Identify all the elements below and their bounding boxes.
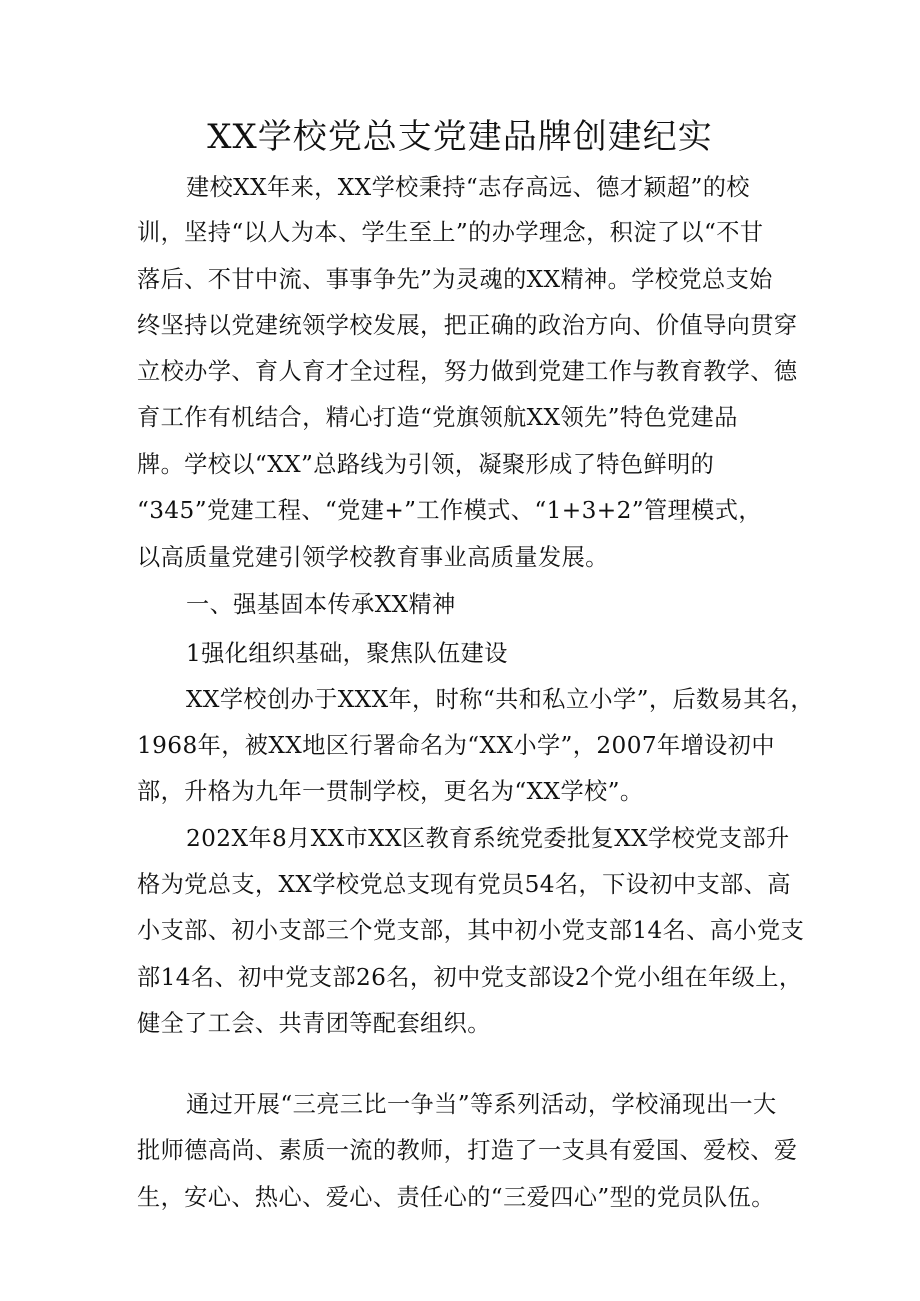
paragraph-line: 通过开展“三亮三比一争当”等系列活动，学校涌现出一大 (186, 1091, 777, 1118)
paragraph-line: 格为党总支，XX学校党总支现有党员54名，下设初中支部、高 (137, 871, 791, 898)
paragraph-line: 202X年8月XX市XX区教育系统党委批复XX学校党支部升 (186, 825, 790, 852)
paragraph-line: “345”党建工程、“党建+”工作模式、“1+3+2”管理模式， (137, 497, 762, 524)
paragraph-line: 以高质量党建引领学校教育事业高质量发展。 (137, 544, 609, 571)
paragraph-line: 生，安心、热心、爱心、责任心的“三爱四心”型的党员队伍。 (137, 1184, 775, 1211)
paragraph-line: 牌。学校以“XX”总路线为引领，凝聚形成了特色鲜明的 (137, 451, 715, 478)
paragraph-line: 立校办学、育人育才全过程，努力做到党建工作与教育教学、德 (137, 358, 798, 385)
paragraph-line: XX学校创办于XXX年，时称“共和私立小学”，后数易其名， (186, 686, 814, 713)
paragraph-line: 训，坚持“以人为本、学生至上”的办学理念，积淀了以“不甘 (137, 219, 764, 246)
paragraph-line: 小支部、初小支部三个党支部，其中初小党支部14名、高小党支 (137, 917, 805, 944)
paragraph-line: 育工作有机结合，精心打造“党旗领航XX领先”特色党建品 (137, 404, 738, 431)
document-title: XX学校党总支党建品牌创建纪实 (207, 117, 713, 157)
paragraph-line: 部14名、初中党支部26名，初中党支部设2个党小组在年级上， (137, 964, 803, 991)
paragraph-line: 健全了工会、共青团等配套组织。 (137, 1010, 491, 1037)
paragraph-line: 1968年，被XX地区行署命名为“XX小学”，2007年增设初中 (137, 732, 775, 759)
paragraph-line: 批师德高尚、素质一流的教师，打造了一支具有爱国、爱校、爱 (137, 1137, 798, 1164)
subsection-heading: 1强化组织基础，聚焦队伍建设 (186, 640, 508, 667)
paragraph-line: 终坚持以党建统领学校发展，把正确的政治方向、价值导向贯穿 (137, 312, 798, 339)
paragraph-line: 落后、不甘中流、事事争先”为灵魂的XX精神。学校党总支始 (137, 266, 773, 293)
paragraph-line: 建校XX年来，XX学校秉持“志存高远、德才颖超”的校 (186, 174, 750, 201)
section-heading: 一、强基固本传承XX精神 (186, 591, 456, 618)
paragraph-line: 部，升格为九年一贯制学校，更名为“XX学校”。 (137, 778, 644, 805)
